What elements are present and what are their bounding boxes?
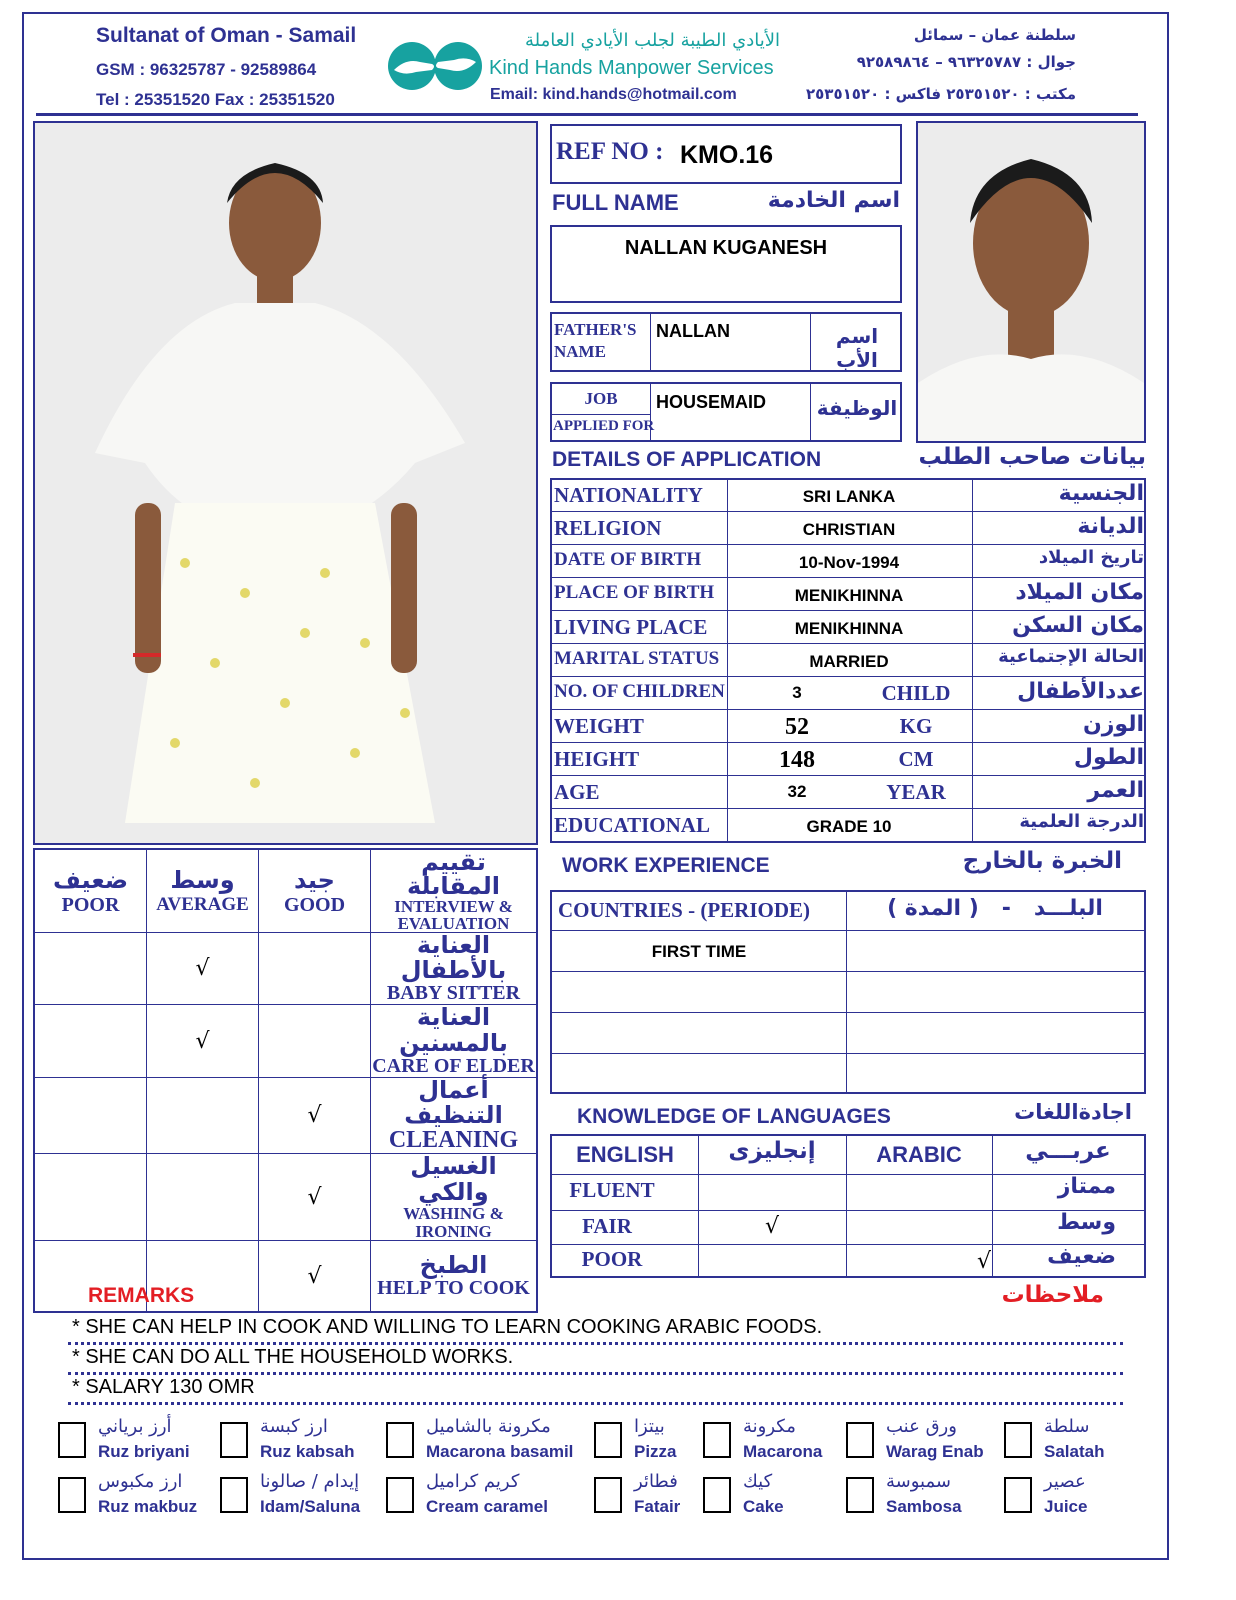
eval-mark-average: √ — [147, 1005, 259, 1077]
details-value: 148 — [779, 747, 815, 773]
work-row-line — [552, 1053, 1144, 1054]
eval-mark-good — [259, 933, 371, 1005]
father-label-2: NAME — [554, 342, 606, 361]
work-row-line — [552, 1012, 1144, 1013]
header-tel-ar: مكتب : ٢٥٣٥١٥٢٠ فاكس : ٢٥٣٥١٥٢٠ — [805, 85, 1076, 103]
job-label-ar: الوظيفة — [816, 396, 898, 420]
ref-box — [550, 124, 902, 184]
food-label-en: Idam/Saluna — [260, 1497, 361, 1516]
details-label-ar: عددالأطفال — [1017, 679, 1144, 704]
food-checkbox[interactable] — [386, 1477, 414, 1513]
details-label: WEIGHT — [554, 714, 644, 738]
work-row-line — [552, 930, 1144, 931]
details-value: 52 — [785, 714, 809, 740]
eval-criteria-en2: IRONING — [415, 1221, 492, 1241]
full-name-label: FULL NAME — [552, 190, 679, 215]
food-label-ar: ارز كبسة — [260, 1416, 328, 1437]
food-label-ar: كريم كراميل — [426, 1471, 520, 1492]
remark-line-2: * SHE CAN DO ALL THE HOUSEHOLD WORKS. — [72, 1346, 514, 1368]
lang-fair-english: √ — [764, 1214, 780, 1239]
job-label-1: JOB — [584, 389, 618, 408]
remark-dots-1 — [68, 1342, 1123, 1345]
person-full-icon — [35, 123, 536, 843]
details-unit: KG — [899, 714, 933, 738]
details-label: NO. OF CHILDREN — [554, 681, 725, 702]
food-label-ar: سمبوسة — [886, 1471, 951, 1492]
food-label-ar: أرز برياني — [98, 1416, 172, 1437]
eval-criteria — [371, 1077, 538, 1154]
food-label-en: Salatah — [1044, 1442, 1105, 1461]
lang-arabic-label-ar: عربـــي — [1025, 1138, 1111, 1164]
details-title-ar: بيانات صاحب الطلب — [918, 444, 1146, 470]
food-checkbox[interactable] — [386, 1422, 414, 1458]
eval-mark-good — [259, 1005, 371, 1077]
details-value: 10-Nov-1994 — [798, 553, 900, 572]
work-col-period-ar: البلـــد - ( المدة ) — [887, 896, 1103, 921]
food-label-ar: ورق عنب — [886, 1416, 957, 1437]
eval-mark-good: √ — [259, 1241, 371, 1312]
portrait-photo — [916, 121, 1146, 443]
eval-criteria — [371, 1154, 538, 1241]
details-label-ar: الحالة الإجتماعية — [998, 646, 1144, 667]
food-checkbox[interactable] — [1004, 1477, 1032, 1513]
eval-mark-average — [147, 1154, 259, 1241]
details-label: MARITAL STATUS — [554, 648, 720, 669]
work-exp-title: WORK EXPERIENCE — [562, 854, 770, 877]
food-label-en: Macarona basamil — [426, 1442, 574, 1461]
details-label-ar: مكان الميلاد — [1015, 580, 1144, 605]
remark-line-1: * SHE CAN HELP IN COOK AND WILLING TO LEARN COOKING ARABIC FOODS. — [72, 1316, 823, 1338]
eval-mark-poor — [34, 933, 147, 1005]
lang-english-label: ENGLISH — [576, 1142, 674, 1167]
eval-mark-average: √ — [147, 933, 259, 1005]
eval-criteria — [371, 1005, 538, 1077]
eval-criteria-en: BABY SITTER — [386, 982, 521, 1005]
eval-criteria — [371, 933, 538, 1005]
food-checkbox[interactable] — [58, 1477, 86, 1513]
eval-mark-poor — [34, 1077, 147, 1154]
evaluation-table — [33, 848, 538, 1313]
details-label-ar: الجنسية — [1058, 481, 1144, 506]
food-label-en: Macarona — [743, 1442, 823, 1461]
details-label: NATIONALITY — [554, 483, 703, 507]
details-label-ar: العمر — [1087, 778, 1144, 803]
details-value: SRI LANKA — [802, 487, 896, 506]
food-label-en: Ruz kabsah — [260, 1442, 355, 1461]
lang-english-label-ar: إنجليزى — [728, 1138, 816, 1164]
details-label-ar: الديانة — [1077, 514, 1144, 539]
eval-row — [34, 933, 537, 1005]
eval-criteria-ar: أعمال التنظيف — [404, 1075, 503, 1129]
eval-col-good-en: GOOD — [283, 893, 346, 916]
eval-mark-average — [147, 1077, 259, 1154]
languages-table — [550, 1134, 1146, 1278]
eval-col-good — [259, 849, 371, 933]
details-row-line — [552, 775, 1144, 776]
details-label-ar: الطول — [1073, 745, 1144, 770]
food-label-ar: عصير — [1044, 1471, 1086, 1492]
remark-dots-2 — [68, 1372, 1123, 1375]
eval-row — [34, 1077, 537, 1154]
details-row-line — [552, 643, 1144, 644]
eval-body — [34, 933, 537, 1312]
details-label: AGE — [554, 780, 600, 804]
lang-row-poor: POOR — [581, 1247, 643, 1271]
details-label: PLACE OF BIRTH — [554, 582, 715, 603]
work-exp-title-ar: الخبرة بالخارج — [962, 848, 1122, 874]
food-label-ar: ارز مكبوس — [98, 1471, 183, 1492]
food-checkbox[interactable] — [594, 1422, 622, 1458]
header-location-ar: سلطنة عمان – سمائل — [913, 26, 1076, 44]
details-value: MENIKHINNA — [794, 619, 904, 638]
food-checkbox[interactable] — [220, 1477, 248, 1513]
eval-mark-good: √ — [259, 1154, 371, 1241]
eval-criteria-en: HELP TO COOK — [377, 1277, 530, 1300]
details-label: HEIGHT — [554, 747, 640, 771]
eval-col-poor — [34, 849, 147, 933]
father-label-1: FATHER'S — [554, 320, 637, 339]
lang-row-fluent: FLUENT — [569, 1178, 655, 1202]
food-label-en: Sambosa — [886, 1497, 962, 1516]
details-value: MENIKHINNA — [794, 586, 904, 605]
full-name-value: NALLAN KUGANESH — [624, 237, 828, 259]
header-email: Email: kind.hands@hotmail.com — [490, 86, 737, 103]
full-name-box — [550, 225, 902, 303]
job-value: HOUSEMAID — [656, 392, 767, 412]
company-logo — [386, 40, 484, 92]
details-col-divider-2 — [972, 480, 973, 841]
details-title: DETAILS OF APPLICATION — [552, 448, 822, 471]
eval-col-criteria — [371, 849, 538, 933]
work-row-1: FIRST TIME — [651, 942, 747, 961]
header-gsm: GSM : 96325787 - 92589864 — [96, 60, 317, 79]
eval-criteria-en: WASHING & — [403, 1203, 504, 1223]
father-box — [550, 312, 902, 372]
food-label-ar: فطائر — [634, 1471, 678, 1492]
job-box — [550, 382, 902, 442]
father-label-ar: اسم الأب — [835, 324, 879, 372]
work-exp-table — [550, 890, 1146, 1094]
food-checkbox[interactable] — [58, 1422, 86, 1458]
header-rule — [36, 113, 1138, 116]
details-value: CHRISTIAN — [802, 520, 896, 539]
details-row-line — [552, 709, 1144, 710]
full-body-photo — [33, 121, 538, 845]
details-row-line — [552, 577, 1144, 578]
food-label-en: Cream caramel — [426, 1497, 548, 1516]
food-label-en: Pizza — [634, 1442, 677, 1461]
food-checkbox[interactable] — [1004, 1422, 1032, 1458]
food-label-ar: كيك — [743, 1471, 773, 1492]
details-row-line — [552, 511, 1144, 512]
eval-col-good-ar: جيد — [294, 865, 335, 894]
job-divider-h — [552, 414, 650, 415]
food-label-ar: مكرونة بالشاميل — [426, 1416, 551, 1437]
details-unit: YEAR — [886, 780, 946, 804]
details-label: RELIGION — [554, 516, 662, 540]
father-divider-2 — [810, 314, 811, 370]
remarks-label-ar: ملاحظات — [1001, 1282, 1104, 1308]
eval-criteria-ar: الغسيل والكي — [410, 1152, 497, 1206]
header-tel: Tel : 25351520 Fax : 25351520 — [96, 90, 335, 109]
food-label-ar: بيتزا — [634, 1416, 665, 1437]
lang-row-poor-ar: ضعيف — [1047, 1244, 1116, 1269]
eval-criteria-ar: الطبخ — [419, 1251, 488, 1280]
food-label-ar: مكرونة — [743, 1416, 796, 1437]
details-label-ar: الدرجة العلمية — [1019, 811, 1144, 832]
details-row-line — [552, 808, 1144, 809]
eval-criteria-ar: العناية بالأطفال — [400, 931, 507, 985]
details-value: 32 — [787, 782, 807, 801]
food-label-en: Cake — [743, 1497, 784, 1516]
food-label-en: Warag Enab — [886, 1442, 984, 1461]
details-label: LIVING PLACE — [554, 615, 708, 639]
job-label-2: APPLIED FOR — [553, 418, 655, 434]
eval-col-criteria-en2: EVALUATION — [397, 914, 510, 933]
food-checkbox[interactable] — [846, 1477, 874, 1513]
food-checkbox[interactable] — [220, 1422, 248, 1458]
eval-col-criteria-ar: تقييم المقابلة — [407, 848, 500, 900]
company-name-ar: الأيادي الطيبة لجلب الأيادي العاملة — [524, 30, 780, 51]
eval-row — [34, 1154, 537, 1241]
details-unit: CHILD — [881, 681, 951, 705]
header-location: Sultanat of Oman - Samail — [96, 24, 357, 47]
person-portrait-icon — [918, 123, 1144, 441]
eval-criteria-en: CLEANING — [388, 1127, 519, 1154]
eval-criteria — [371, 1241, 538, 1312]
eval-row — [34, 1005, 537, 1077]
work-row-line — [552, 971, 1144, 972]
work-col-divider — [846, 892, 847, 1092]
company-name-en: Kind Hands Manpower Services — [489, 57, 774, 79]
details-row-line — [552, 676, 1144, 677]
details-row-line — [552, 544, 1144, 545]
lang-arabic-label: ARABIC — [876, 1142, 962, 1167]
details-row-line — [552, 742, 1144, 743]
food-checkbox[interactable] — [594, 1477, 622, 1513]
eval-mark-good: √ — [259, 1077, 371, 1154]
remark-dots-3 — [68, 1402, 1123, 1405]
ref-value: KMO.16 — [680, 141, 774, 169]
lang-poor-arabic: √ — [976, 1249, 992, 1274]
father-value: NALLAN — [656, 321, 730, 341]
eval-mark-poor — [34, 1005, 147, 1077]
food-label-ar: إيدام / صالونا — [260, 1471, 360, 1492]
food-label-en: Ruz makbuz — [98, 1497, 198, 1516]
details-label: DATE OF BIRTH — [554, 549, 702, 570]
eval-criteria-en: CARE OF ELDER — [372, 1054, 535, 1077]
details-unit: CM — [898, 747, 934, 771]
work-col-countries: COUNTRIES - (PERIODE) — [558, 898, 811, 922]
eval-mark-poor — [34, 1154, 147, 1241]
food-checkbox[interactable] — [703, 1422, 731, 1458]
details-label-ar: الوزن — [1082, 712, 1144, 737]
details-value: 3 — [792, 683, 802, 702]
lang-row-fluent-ar: ممتاز — [1057, 1174, 1116, 1199]
food-label-en: Ruz briyani — [98, 1442, 190, 1461]
eval-col-poor-ar: ضعيف — [52, 865, 129, 894]
food-label-en: Juice — [1044, 1497, 1088, 1516]
ref-label: REF NO : — [556, 138, 664, 165]
details-row-line — [552, 610, 1144, 611]
eval-col-poor-en: POOR — [61, 893, 120, 916]
hands-logo-icon — [386, 40, 484, 92]
lang-row-fair: FAIR — [582, 1214, 632, 1238]
languages-title-ar: اجادةاللغات — [1014, 1100, 1132, 1124]
full-name-label-ar: اسم الخادمة — [767, 188, 900, 213]
eval-col-average — [147, 849, 259, 933]
food-checkbox[interactable] — [846, 1422, 874, 1458]
details-label-ar: مكان السكن — [1012, 613, 1144, 638]
eval-col-criteria-en1: INTERVIEW & — [394, 897, 513, 916]
eval-criteria-ar: العناية بالمسنين — [399, 1003, 508, 1057]
lang-row-fair-ar: وسط — [1057, 1210, 1116, 1235]
eval-col-average-en: AVERAGE — [156, 894, 249, 915]
food-checkbox[interactable] — [703, 1477, 731, 1513]
details-value: GRADE 10 — [806, 817, 892, 836]
details-label: EDUCATIONAL — [554, 813, 710, 837]
food-label-ar: سلطة — [1044, 1416, 1090, 1437]
father-divider-1 — [650, 314, 651, 370]
eval-col-average-ar: وسط — [170, 866, 235, 894]
details-value: MARRIED — [809, 652, 889, 671]
remarks-label: REMARKS — [88, 1284, 195, 1307]
languages-title: KNOWLEDGE OF LANGUAGES — [577, 1105, 891, 1128]
remark-line-3: * SALARY 130 OMR — [72, 1376, 255, 1398]
food-label-en: Fatair — [634, 1497, 681, 1516]
details-label-ar: تاريخ الميلاد — [1038, 547, 1144, 568]
job-divider-2 — [810, 384, 811, 440]
header-gsm-ar: جوال : ٩٦٣٢٥٧٨٧ – ٩٢٥٨٩٨٦٤ — [856, 53, 1076, 71]
